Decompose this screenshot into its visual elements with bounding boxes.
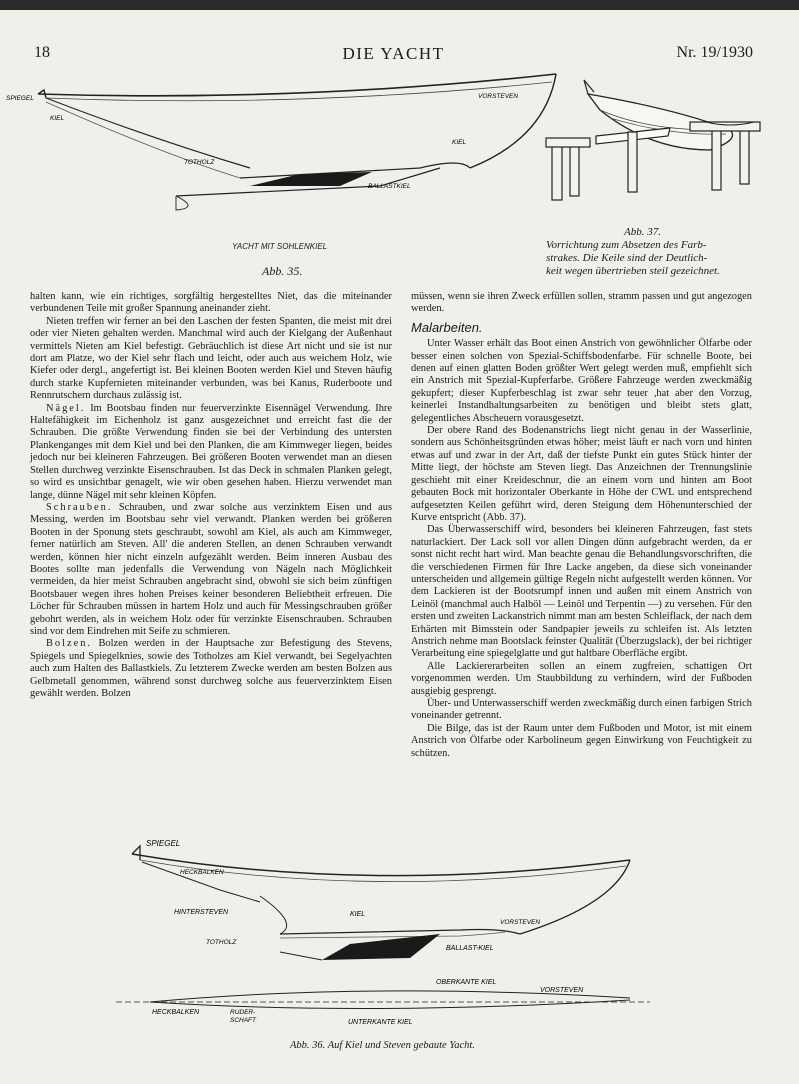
right-column: [411, 291, 752, 760]
fig37-caption-line-2: strakes. Die Keile sind der Deutlich-: [546, 252, 708, 264]
fig35-label-kiel-right: KIEL: [452, 139, 467, 146]
right-paragraph-2: Unter Wasser erhält das Boot einen Anstrich von gewöhnlicher Ölfarbe oder besser einen solchen von Spezial-Schiffsbodenfarbe. Für schnelle Boote, bei denen auf einen glatten Boden größter Wert gelegt werden muß, empfiehlt sich ein Anstrich mit Spezial-Kupferfarbe. Größere Fahrzeuge werden zweckmäßig gekupfert; dieser Kupferbeschlag ist zwar sehr teuer ,hat aber den Vorzug, keinerlei Instandhaltungsarbeiten zu benötigen und bleibt stets glatt, gelegentliches Abscheuern vorausgesetzt.: [411, 338, 752, 424]
right-paragraph-3: Der obere Rand des Bodenanstrichs liegt nicht genau in der Wasserlinie, sondern aus Schönheitsgründen etwas höher; meist läuft er nach vorn und hinten etwas auf und zwar in der Art, daß der tiefste Punkt ein gutes Stück hinter der Mitte liegt, der höchste am Steven liegt. Das Anzeichnen der Trennungslinie geschieht mit einer Kreideschnur, die an einem vorn und hinten am Boot gebauten Bock mit horizontaler Oberkante in Höhe der CWL und entsprechend aufgesetzten Keilen geführt wird, deren Steigung dem Höhenunterschied der Kurve entspricht (Abb. 37).: [411, 425, 752, 523]
figure-35-yacht-sohlenkiel: [0, 68, 570, 218]
fig36-label-ruderschaft-1: RUDER-: [230, 1009, 256, 1016]
figure-37-paint-strake-jig: [540, 70, 770, 220]
fig37-caption-line-1: Vorrichtung zum Absetzen des Farb-: [546, 239, 707, 251]
fig35-label-totholz: TOTHOLZ: [184, 159, 215, 166]
right-paragraph-5: Alle Lackiererarbeiten sollen an einem zugfreien, schattigen Ort vorgenommen werden. Um Staubbildung zu verhindern, wird der Fußboden ausgiebig gesprengt.: [411, 660, 752, 697]
fig36-label-unterkante-kiel: UNTERKANTE KIEL: [348, 1019, 413, 1026]
left-paragraph-5: [30, 638, 392, 700]
left-paragraph-4-text: Schrauben, und zwar solche aus verzinktem Eisen und aus Messing, werden im Bootsbau sehr viel verwandt. Planken werden bei größeren Booten in der Sponung stets geschraubt, sowohl am Kiel, als auch am Kimmweger, ferner natürlich am Steven. All' die anderen Stellen, an denen Schrauben verwandt werden, können hier nicht einzeln aufgezählt werden. Beim inneren Ausbau des Bootes sollte man jedenfalls die Verwendung von Nägeln nach Möglichkeit vermeiden, da hier meist Schrauben angebracht sind, obwohl sie sich beim zünftigen Bootsbauer wegen ihres hohen Preises keiner besonderen Beliebtheit erfreuen. Die Löcher für Schrauben müssen in hartem Holz und auch für Messingschrauben größer gebohrt werden, als in weichem Holz oder für verzinkte Eisenschrauben. Schrauben sind vor dem Eindrehen mit Seife zu schmieren.: [30, 501, 392, 637]
page-header: [34, 44, 753, 66]
term-naegel: Nägel.: [46, 402, 86, 414]
fig35-caption: Abb. 35.: [262, 264, 303, 278]
left-paragraph-5-text: Bolzen werden in der Hauptsache zur Befestigung des Stevens, Spiegels und Spiegelknies, sowie des Totholzes am Kiel verwandt, bei Segelyachten auch zum Halten des Ballastkiels. Zu letzterem Zwecke werden am besten Bolzen aus Gelbmetall genommen, während sonst durchweg solche aus feuerverzinktem Eisen gewählt werden. Bolzen: [30, 638, 392, 699]
fig36-caption: Abb. 36. Auf Kiel und Steven gebaute Yacht.: [290, 1040, 475, 1051]
section-heading-malarbeiten: Malarbeiten.: [411, 319, 483, 335]
fig36-label-heckbalken-lower: HECKBALKEN: [152, 1009, 200, 1016]
fig36-label-hintersteven: HINTERSTEVEN: [174, 909, 229, 916]
scan-edge: [0, 0, 799, 10]
fig35-label-ballastkiel: BALLASTKIEL: [368, 183, 411, 190]
fig36-label-kiel: KIEL: [350, 911, 366, 918]
fig36-label-ruderschaft-2: SCHAFT: [230, 1017, 256, 1024]
fig36-label-vorsteven-lower: VORSTEVEN: [540, 987, 584, 994]
right-paragraph-6: Über- und Unterwasserschiff werden zweckmäßig durch einen farbigen Strich voneinander getrennt.: [411, 698, 752, 722]
fig35-label-kiel-left: KIEL: [50, 115, 65, 122]
left-paragraph-3: [30, 403, 392, 502]
issue-number: Nr. 19/1930: [676, 44, 753, 61]
fig37-caption-title: Abb. 37.: [624, 226, 661, 238]
fig35-subtitle: YACHT MIT SOHLENKIEL: [232, 242, 328, 251]
fig35-label-spiegel: SPIEGEL: [6, 95, 34, 102]
fig36-label-heckbalken: HECKBALKEN: [180, 869, 224, 876]
fig36-label-oberkante-kiel: OBERKANTE KIEL: [436, 979, 497, 986]
left-paragraph-3-text: Im Bootsbau finden nur feuerverzinkte Eisennägel Verwendung. Ihre Haltefähigkeit im Eichenholz ist ganz ausgezeichnet und erreicht fast die der Schrauben. Die größte Verwendung finden sie bei der Verbindung des untersten Plankenganges mit dem Kiel und bei den Planken, die am Kimmweger liegen, beides jedoch nur bei kleineren Fahrzeugen. Bei größeren Booten verwendet man an diesen Stellen durchweg verzinkte Eisenschrauben. Ist das Deck in schmalen Planken gelegt, so wird es unsichtbar genagelt, wie wir oben gesehen haben. Hierzu verwendet man lange, dünne Nägel mit sehr kleinen Köpfen.: [30, 402, 393, 501]
magazine-title: DIE YACHT: [342, 44, 445, 63]
fig36-label-vorsteven: VORSTEVEN: [500, 919, 541, 926]
left-paragraph-2: Nieten treffen wir ferner an bei den Laschen der festen Spanten, die meist mit drei oder vier Nieten gehalten werden. Manchmal wird auch der Kielgang der Außenhaut vermittels Nieten am Kiel befestigt. Gebräuchlich ist diese Art nicht und sie ist nur dort am Platze, wo der Kiel sehr flach und leicht, oder auch aus weichem Holz, wie Kiefer oder dergl., angefertigt ist. Bei kleinen Booten werden Kiel und Steven häufig durch starke Kupfernieten miteinander verbunden, was bei Kanus, Ruderboote und Rennrutschern durchaus zulässig ist.: [30, 315, 392, 402]
fig37-caption-line-3: keit wegen übertrieben steil gezeichnet.: [546, 265, 720, 277]
left-paragraph-1: halten kann, wie ein richtiges, sorgfältig hergestelltes Niet, das die miteinander verbundenen Teile mit großer Spannung aneinander zieht.: [30, 291, 392, 315]
figure-36-yacht-on-keel-and-stem: [110, 834, 670, 1034]
term-schrauben: Schrauben.: [46, 501, 113, 513]
left-paragraph-4: [30, 502, 392, 638]
fig36-label-totholz: TOTHOLZ: [206, 939, 237, 946]
left-column: [30, 291, 392, 700]
page-number: 18: [34, 44, 50, 61]
right-paragraph-1: müssen, wenn sie ihren Zweck erfüllen sollen, stramm passen und gut angezogen werden.: [411, 291, 752, 315]
term-bolzen: Bolzen.: [46, 638, 93, 650]
fig36-label-spiegel: SPIEGEL: [146, 839, 181, 848]
right-paragraph-4: Das Überwasserschiff wird, besonders bei kleineren Fahrzeugen, fast stets naturlackiert. Der Lack soll vor allen Dingen dünn aufgebracht werden, da er sonst nicht recht hart wird. Man beachte genau die Behandlungsvorschriften, die die verschiedenen Firmen für Ihre Lacke angeben, da diese sich voneinander unterscheiden und allgemein gültige Regeln nicht aufgestellt werden können. Vor dem Lackieren ist der Bootsrumpf innen und außen mit einem Anstrich von Leinöl (manchmal auch Halböl — Leinöl und Terpentin —) zu versehen. Für den ersten und zweiten Lackanstrich nimmt man am besten Schleiflack, der nach dem Erhärten mit Bimsstein oder Sandpapier jeweils zu schleifen ist. Als letzten Anstrich nehme man Bootslack feinster Qualität (Überzugslack), der bei richtiger Verarbeitung eine spiegelglatte und gut haltbare Oberfläche ergibt.: [411, 524, 752, 660]
fig35-label-vorsteven: VORSTEVEN: [478, 93, 519, 100]
fig36-label-ballastkiel: BALLAST-KIEL: [446, 945, 494, 952]
right-paragraph-7: Die Bilge, das ist der Raum unter dem Fußboden und Motor, ist mit einem Anstrich von Ölfarbe oder Karbolineum gegen Einwirkung von Feuchtigkeit zu schützen.: [411, 722, 752, 759]
